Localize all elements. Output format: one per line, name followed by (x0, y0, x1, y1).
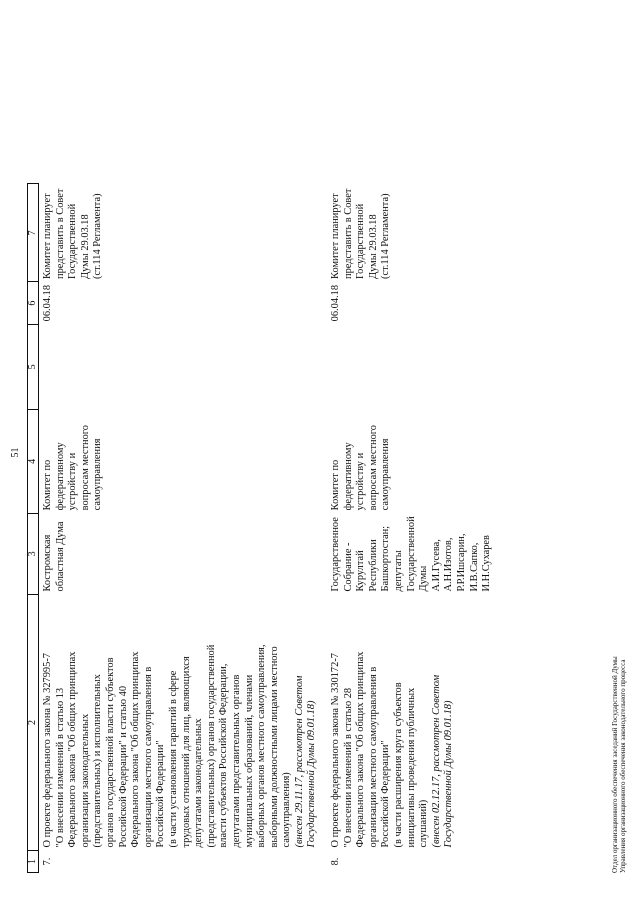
bill-description (327, 595, 502, 851)
table-row (39, 184, 328, 873)
column-header-1: 1 (28, 851, 39, 873)
table-row (327, 184, 502, 873)
footer-department-note: Отдел организационного обеспечения заседаний Государственной Думы Управления организационного обеспечения законодательного процесса (611, 656, 627, 873)
row-number: 7. (42, 857, 53, 866)
row-number: 8. (330, 857, 342, 866)
column-header-2: 2 (28, 595, 39, 851)
initiator: Государственное Собрание - Курултай Республики Башкортостан; депутаты Государственной Думы А.И.Гусева, А.Н.Изотов, Р.Р.Ишсарин, И.В.Сапко, И.Н.Сухарев (330, 516, 493, 592)
remark: Комитет планирует представить в Совет Государственной Думы 29.03.18 (ст.114 Регламента) (42, 188, 104, 279)
remark: Комитет планирует представить в Совет Государственной Думы 29.03.18 (ст.114 Регламента) (330, 188, 392, 279)
initiator: Костромская областная Дума (42, 521, 66, 592)
bill-title: О проекте федерального закона № 330172-7 "О внесении изменений в статью 28 Федерального закона "Об общих принципах организации местного самоуправления в Российской Федерации" (в части расширения круга субъектов инициативы проведения публичных слушаний) (330, 651, 430, 848)
bill-submission-note: (внесен 02.12.17, рассмотрен Советом Государственной Думы 09.01.18) (430, 674, 455, 848)
column-header-3: 3 (28, 513, 39, 594)
column-5-cell (327, 324, 502, 409)
responsible-committee: Комитет по федеративному устройству и вопросам местного самоуправления (330, 425, 392, 511)
bill-submission-note: (внесен 29.11.17, рассмотрен Советом Государственной Думы 09.01.18) (293, 675, 318, 848)
bill-description (39, 595, 328, 851)
deadline-date: 06.04.18 (330, 284, 342, 322)
column-5-cell (39, 324, 328, 409)
bill-schedule-table (27, 183, 502, 873)
column-number-row (28, 184, 39, 873)
page-number: 51 (10, 447, 21, 458)
deadline-date: 06.04.18 (42, 284, 53, 322)
column-header-5: 5 (28, 324, 39, 409)
responsible-committee: Комитет по федеративному устройству и вопросам местного самоуправления (42, 425, 104, 511)
column-header-7: 7 (28, 184, 39, 282)
column-header-4: 4 (28, 409, 39, 513)
column-header-6: 6 (28, 282, 39, 324)
bill-title: О проекте федерального закона № 327995-7 "О внесении изменений в статью 13 Федерального закона "Об общих принципах организации законодательных (представительных) и исполнительных органов государственной власти субъектов Российской Федерации" и статью 40 Федерального закона "Об общих принципах организации местного самоуправления в Российской Федерации" (в части установления гарантий в сфере трудовых отношений для лиц, являющихся депутатами законодательных (представительных) органов государственной власти субъектов Российской Федерации, депутатами представительных органов муниципальных образований, членами выборных органов местного самоуправления, выборными должностными лицами местного самоуправления) (42, 644, 293, 848)
